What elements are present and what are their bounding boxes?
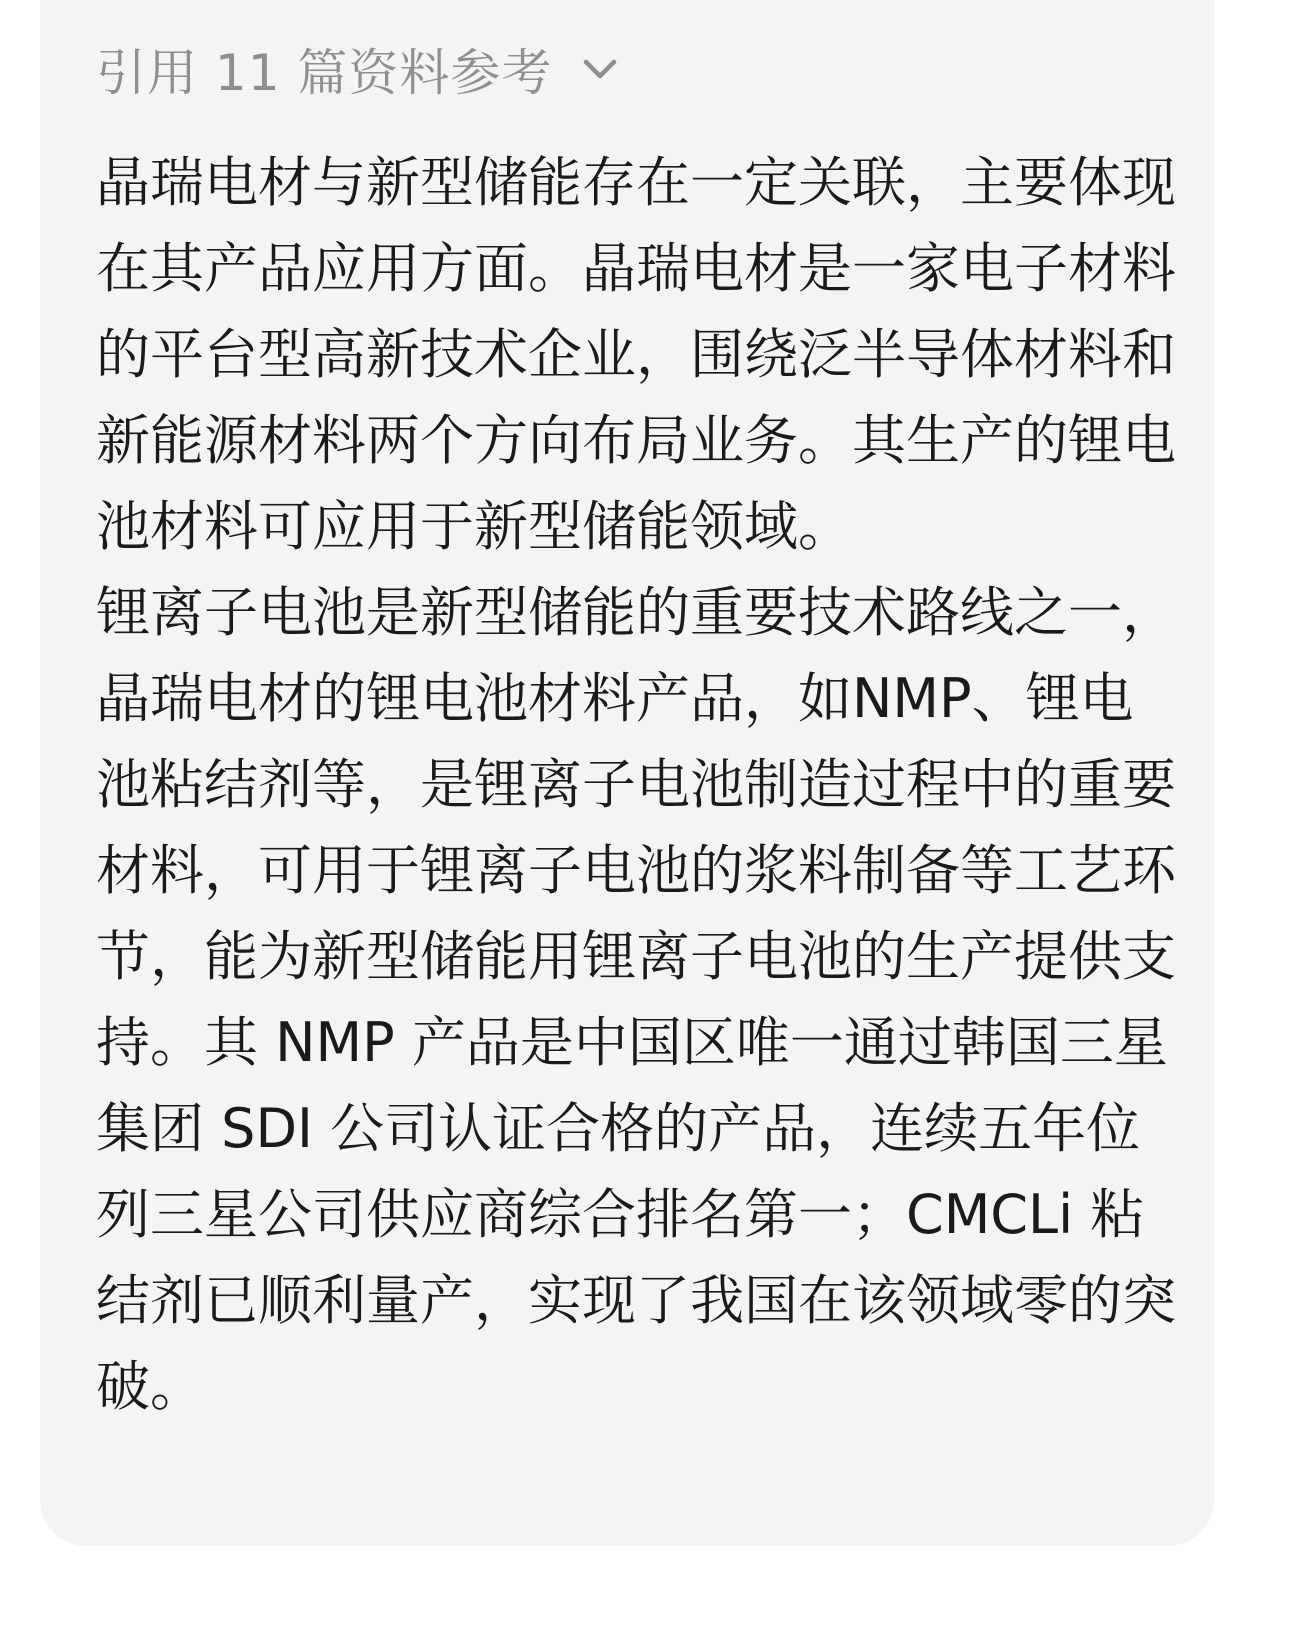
answer-card [40, 0, 1214, 1546]
answer-content [96, 140, 1176, 1430]
references-toggle[interactable] [96, 32, 620, 106]
chevron-down-icon[interactable] [580, 49, 620, 89]
references-label: 引用 11 篇资料参考 [96, 44, 553, 102]
answer-paragraph-2: 锂离子电池是新型储能的重要技术路线之一，晶瑞电材的锂电池材料产品，如NMP、锂电池粘结剂等，是锂离子电池制造过程中的重要材料，可用于锂离子电池的浆料制备等工艺环节，能为新型储能用锂离子电池的生产提供支持。其 NMP 产品是中国区唯一通过韩国三星集团 SDI 公司认证合格的产品，连续五年位列三星公司供应商综合排名第一；CMCLi 粘结剂已顺利量产，实现了我国在该领域零的突破。 [96, 581, 1176, 1418]
answer-paragraph-1: 晶瑞电材与新型储能存在一定关联，主要体现在其产品应用方面。晶瑞电材是一家电子材料的平台型高新技术企业，围绕泛半导体材料和新能源材料两个方向布局业务。其生产的锂电池材料可应用于新型储能领域。 [96, 151, 1176, 558]
